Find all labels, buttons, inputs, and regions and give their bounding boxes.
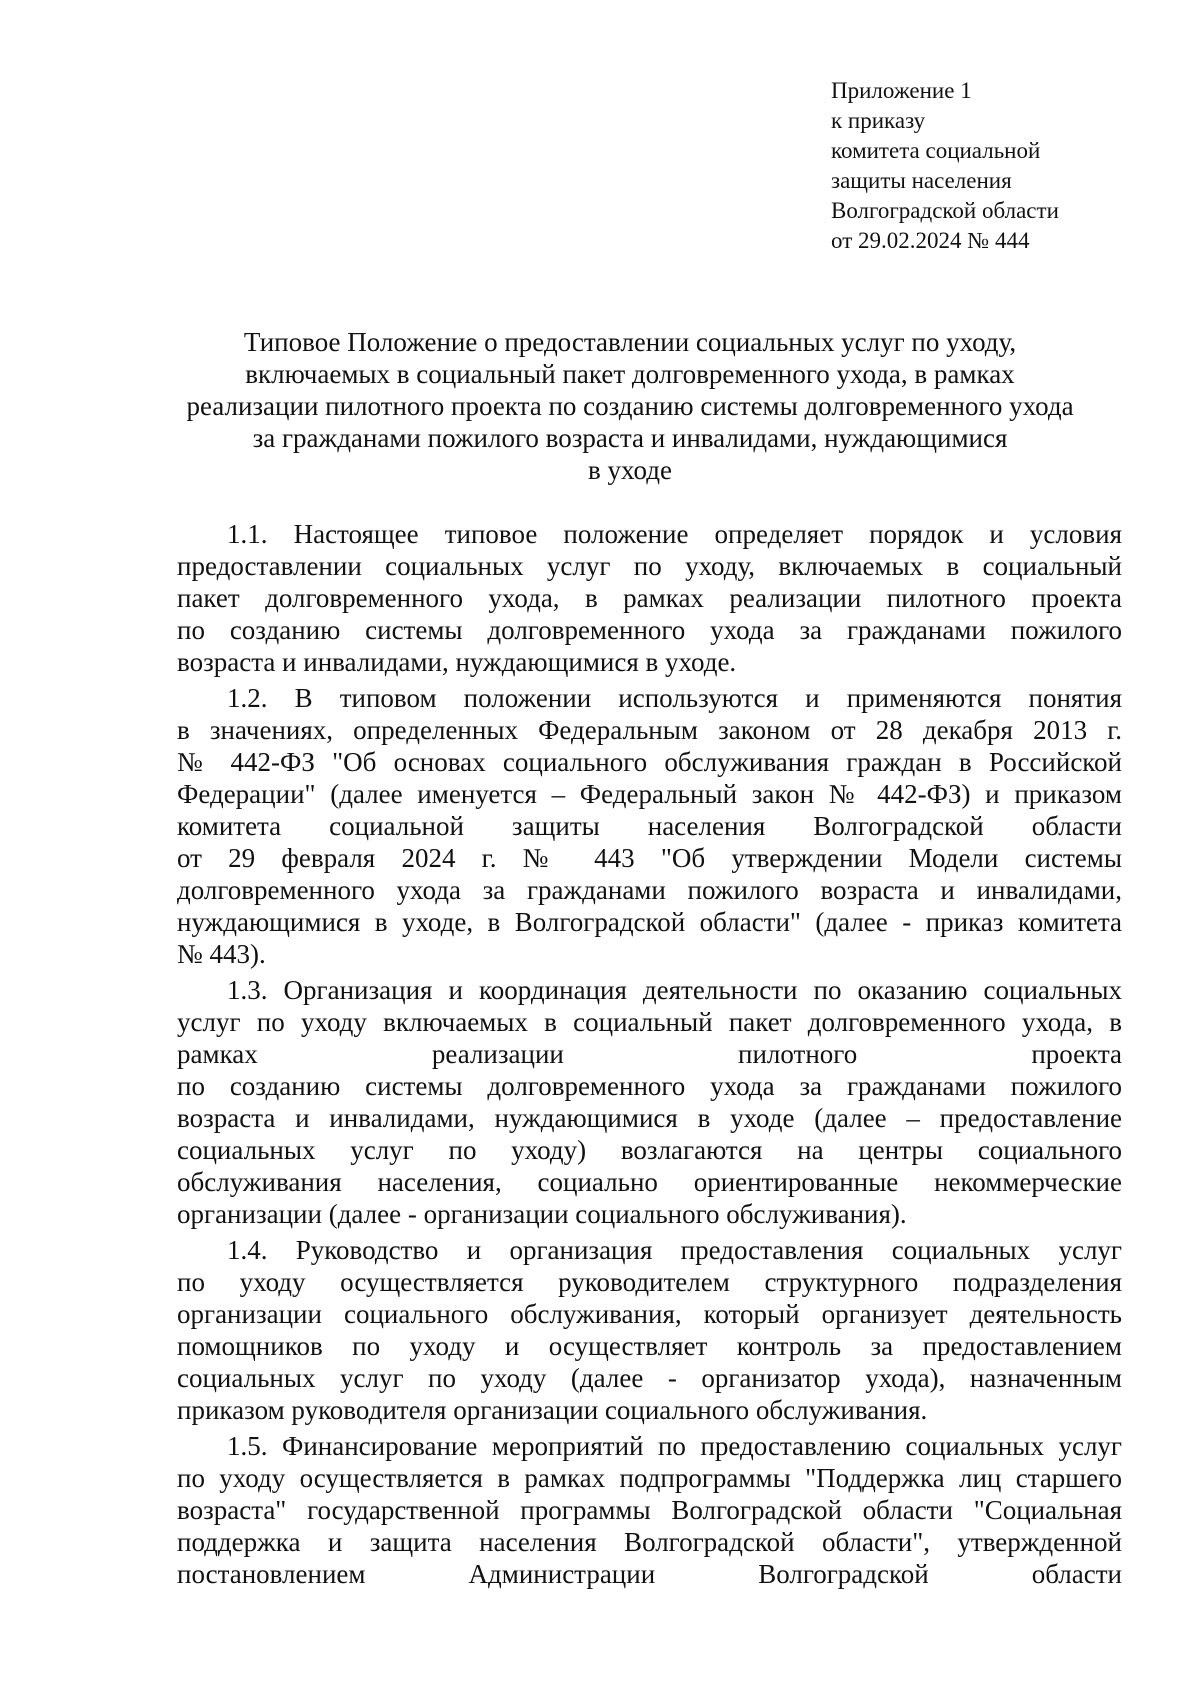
- paragraph-line: № 442-ФЗ "Об основах социального обслуживания граждан в Российской: [177, 747, 1122, 777]
- paragraph-line: от 29 февраля 2024 г. № 443 "Об утверждении Модели системы: [177, 843, 1122, 873]
- title-line: реализации пилотного проекта по созданию системы долговременного ухода: [186, 391, 1074, 421]
- paragraph-line: предоставлении социальных услуг по уходу, включаемых в социальный: [177, 551, 1122, 581]
- paragraph-line: возраста и инвалидами, нуждающимися в уходе (далее – предоставление: [177, 1103, 1122, 1133]
- paragraph-line: по созданию системы долговременного ухода за гражданами пожилого: [177, 1071, 1122, 1101]
- paragraph-line: комитета социальной защиты населения Волгоградской области: [177, 811, 1122, 841]
- paragraph-line: 1.5. Финансирование мероприятий по предоставлению социальных услуг: [227, 1431, 1122, 1461]
- paragraph-line: по уходу осуществляется руководителем структурного подразделения: [177, 1267, 1122, 1297]
- paragraph-line: 1.4. Руководство и организация предоставления социальных услуг: [227, 1235, 1122, 1265]
- paragraph-line: приказом руководителя организации социального обслуживания.: [177, 1395, 928, 1425]
- paragraph-line: в значениях, определенных Федеральным законом от 28 декабря 2013 г.: [177, 715, 1122, 745]
- title-line: за гражданами пожилого возраста и инвалидами, нуждающимися: [252, 423, 1008, 453]
- title-line: в уходе: [588, 455, 672, 485]
- paragraph-line: обслуживания населения, социально ориентированные некоммерческие: [177, 1167, 1122, 1197]
- paragraph-line: пакет долговременного ухода, в рамках реализации пилотного проекта: [177, 583, 1122, 613]
- paragraph-1-5: [177, 1430, 1122, 1590]
- paragraph-line: по созданию системы долговременного ухода за гражданами пожилого: [177, 615, 1122, 645]
- attachment-line: к приказу: [831, 108, 926, 133]
- attachment-line: комитета социальной: [831, 138, 1041, 163]
- document-title: [150, 326, 1110, 486]
- paragraph-line: поддержка и защита населения Волгоградской области", утвержденной: [177, 1527, 1122, 1557]
- paragraph-1-2: [177, 682, 1122, 970]
- paragraph-line: 1.3. Организация и координация деятельности по оказанию социальных: [227, 975, 1122, 1005]
- paragraph-line: помощников по уходу и осуществляет контроль за предоставлением: [177, 1331, 1122, 1361]
- paragraph-line: возраста и инвалидами, нуждающимися в уходе.: [177, 647, 737, 677]
- paragraph-line: Федерации" (далее именуется – Федеральный закон № 442-ФЗ) и приказом: [177, 779, 1122, 809]
- attachment-line: Волгоградской области: [831, 198, 1059, 223]
- title-line: включаемых в социальный пакет долговременного ухода, в рамках: [245, 359, 1015, 389]
- paragraph-line: нуждающимися в уходе, в Волгоградской области" (далее - приказ комитета: [177, 907, 1122, 937]
- paragraph-line: постановлением Администрации Волгоградской области: [177, 1559, 1122, 1589]
- paragraph-line: социальных услуг по уходу) возлагаются на центры социального: [177, 1135, 1122, 1165]
- paragraph-1-3: [177, 974, 1122, 1230]
- paragraph-1-1: [177, 518, 1122, 678]
- paragraph-line: 1.1. Настоящее типовое положение определяет порядок и условия: [227, 519, 1122, 549]
- paragraph-line: № 443).: [177, 939, 266, 969]
- paragraph-line: долговременного ухода за гражданами пожилого возраста и инвалидами,: [177, 875, 1122, 905]
- paragraph-line: услуг по уходу включаемых в социальный пакет долговременного ухода, в: [177, 1007, 1122, 1037]
- paragraph-line: организации (далее - организации социального обслуживания).: [177, 1199, 907, 1229]
- attachment-line: Приложение 1: [831, 78, 972, 103]
- paragraph-line: возраста" государственной программы Волгоградской области "Социальная: [177, 1495, 1122, 1525]
- paragraph-line: 1.2. В типовом положении используются и применяются понятия: [227, 683, 1122, 713]
- title-line: Типовое Положение о предоставлении социальных услуг по уходу,: [243, 327, 1017, 357]
- attachment-line: от 29.02.2024 № 444: [831, 228, 1030, 253]
- paragraph-line: по уходу осуществляется в рамках подпрограммы "Поддержка лиц старшего: [177, 1463, 1122, 1493]
- paragraph-line: рамках реализации пилотного проекта: [177, 1039, 1122, 1069]
- attachment-header: [831, 76, 1161, 256]
- paragraph-line: социальных услуг по уходу (далее - организатор ухода), назначенным: [177, 1363, 1122, 1393]
- document-body: [177, 518, 1122, 1590]
- paragraph-1-4: [177, 1234, 1122, 1426]
- paragraph-line: организации социального обслуживания, который организует деятельность: [177, 1299, 1122, 1329]
- attachment-line: защиты населения: [831, 168, 1012, 193]
